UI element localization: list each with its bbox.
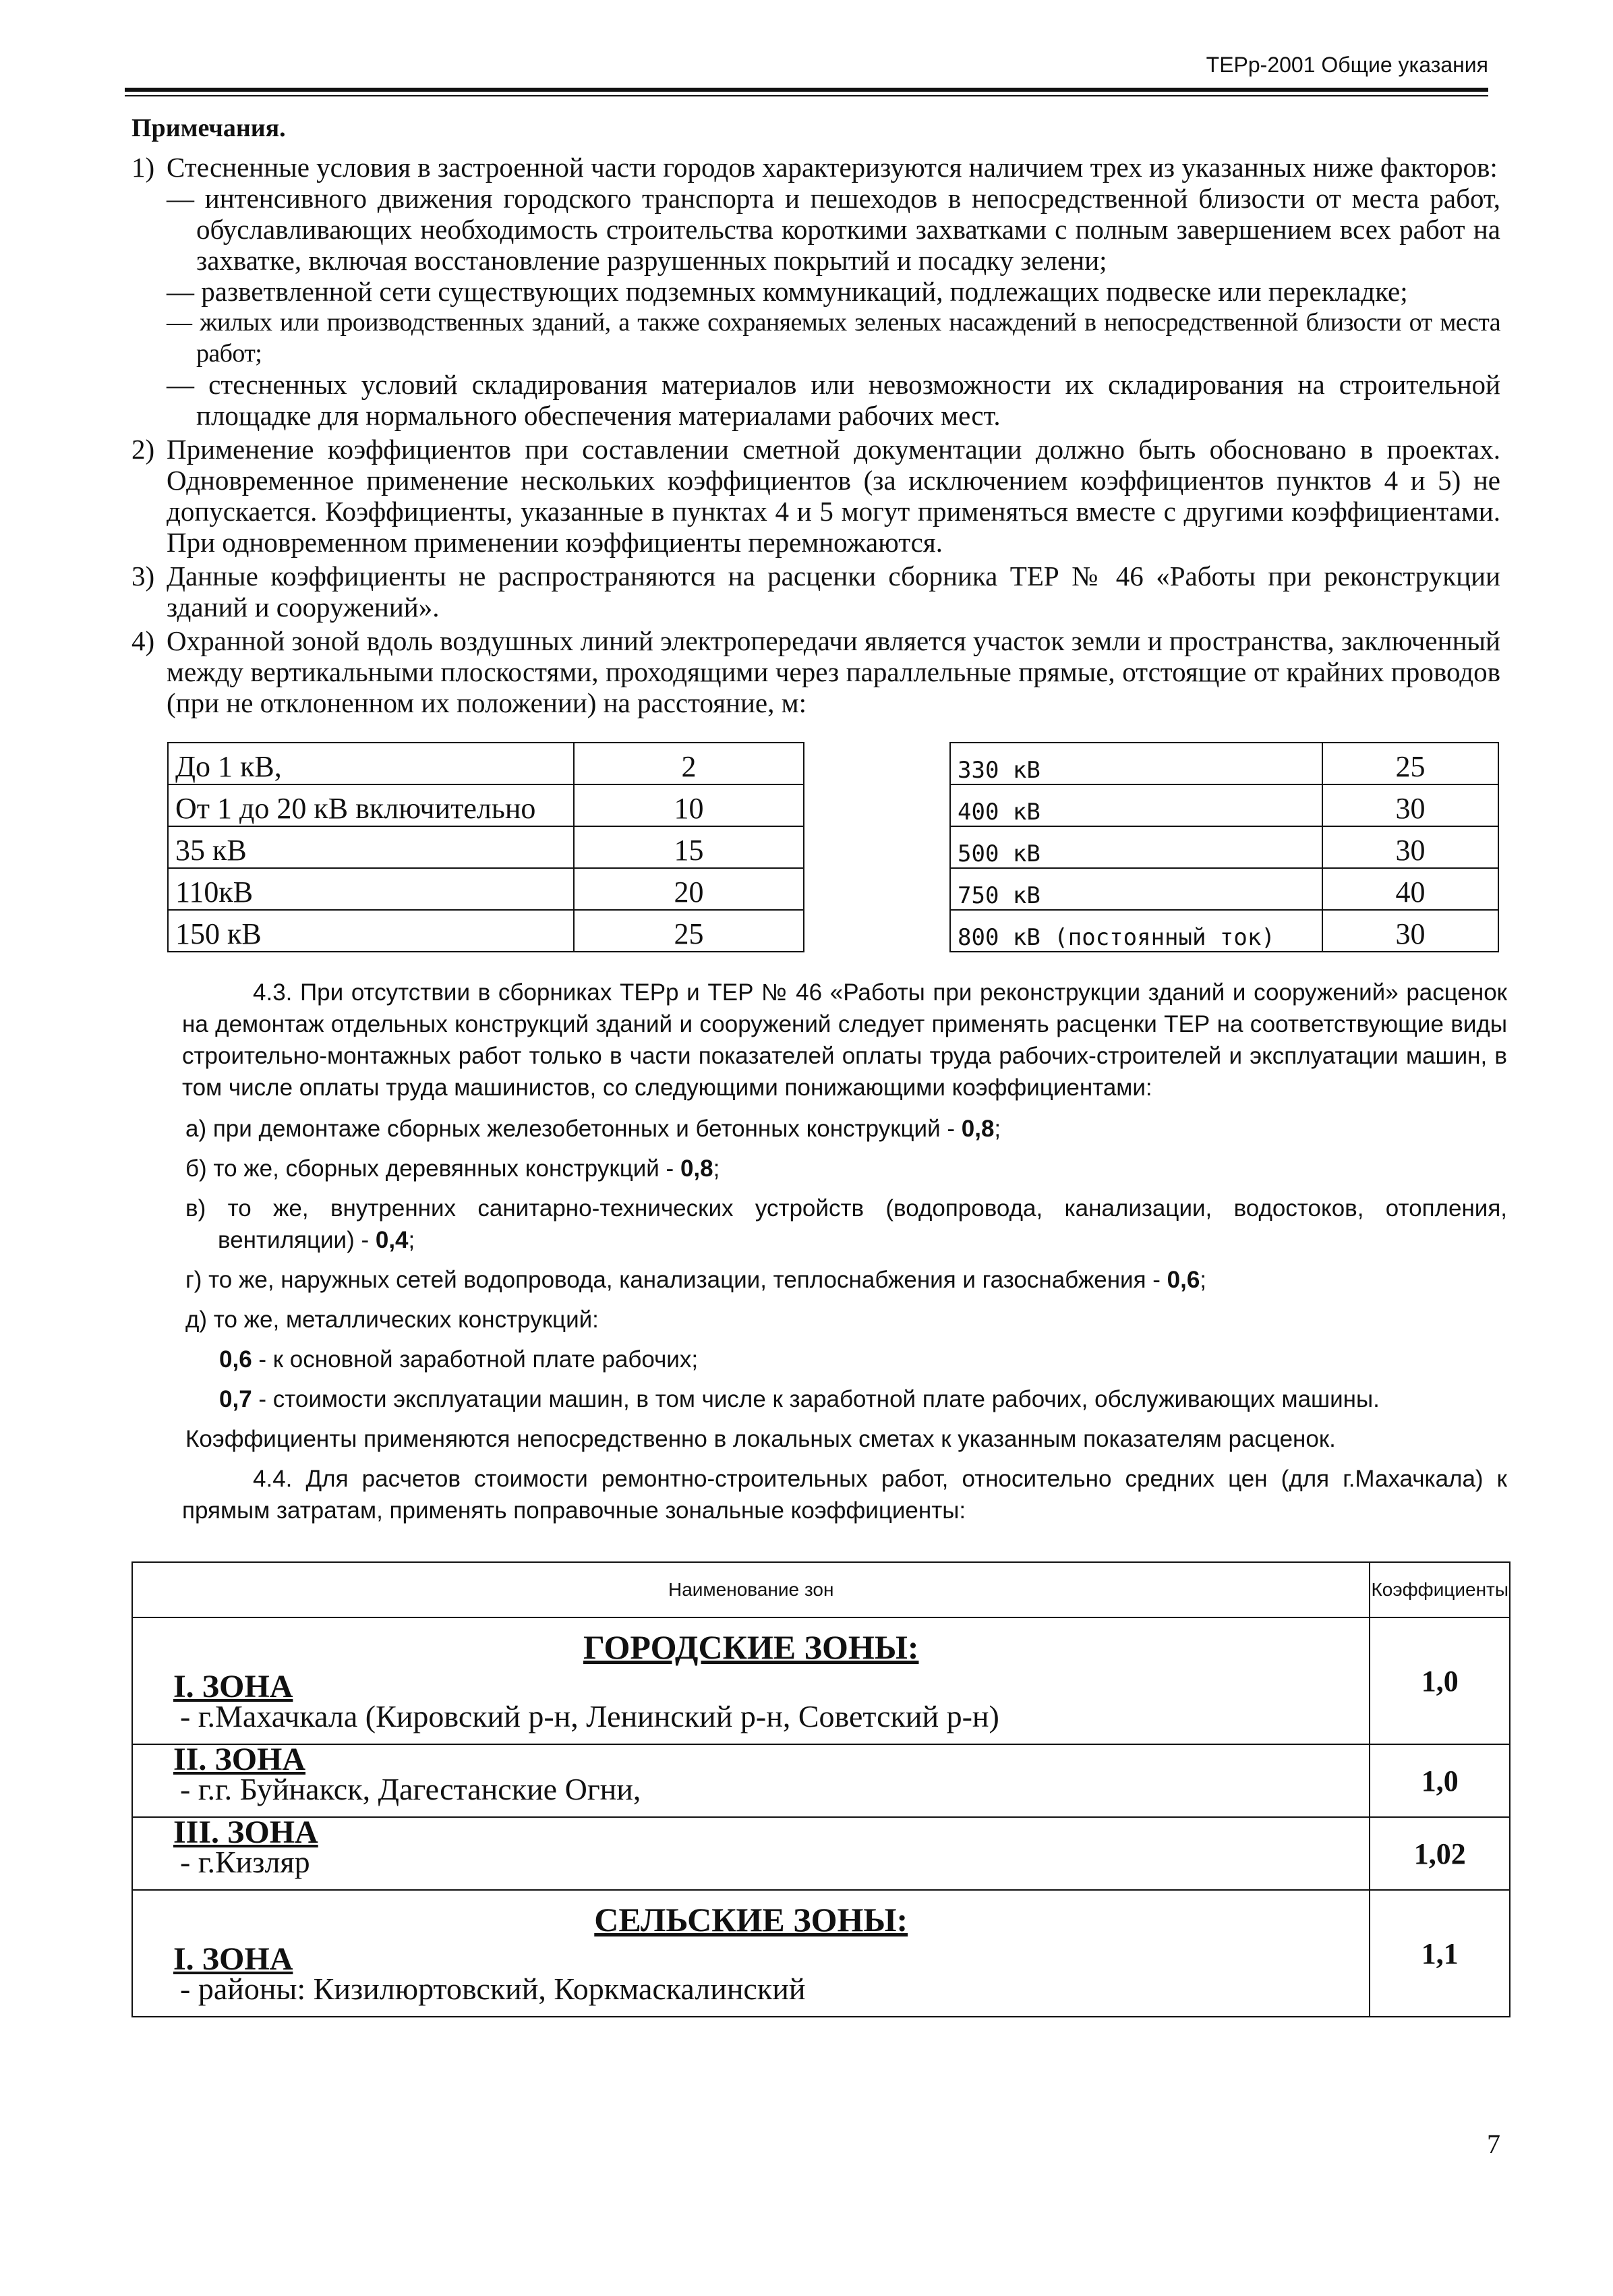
zone-cell xyxy=(132,1617,1370,1744)
voltage-cell: 750 кВ xyxy=(950,868,1322,910)
notes-heading: Примечания. xyxy=(131,114,286,142)
coefficient-item xyxy=(185,1153,1507,1184)
note-text: Данные коэффициенты не распространяются на расценки сборника ТЕР № 46 «Работы при реконструкции зданий и сооружений». xyxy=(167,561,1500,623)
table-row xyxy=(132,1744,1510,1817)
coefficient-value: 0,6 xyxy=(1167,1267,1200,1293)
voltage-cell: До 1 кВ, xyxy=(168,743,574,784)
table-row xyxy=(950,868,1498,910)
voltage-cell: 400 кВ xyxy=(950,784,1322,826)
notes-list xyxy=(131,152,1500,721)
table-row xyxy=(132,1617,1510,1744)
page-number: 7 xyxy=(1487,2129,1500,2159)
coefficient-value: 0,4 xyxy=(375,1227,409,1253)
zone-header-cell: Наименование зон xyxy=(132,1562,1370,1617)
voltage-cell: 330 кВ xyxy=(950,743,1322,784)
item-text: г) то же, наружных сетей водопровода, канализации, теплоснабжения и газоснабжения - xyxy=(185,1267,1167,1293)
zone-cell xyxy=(132,1744,1370,1817)
zone-name: I. ЗОНА xyxy=(173,1669,293,1704)
subitem-text: - стоимости эксплуатации машин, в том числе к заработной плате рабочих, обслуживающих машины. xyxy=(252,1386,1380,1412)
distance-cell: 40 xyxy=(1322,868,1498,910)
coefficient-item xyxy=(185,1113,1507,1145)
factor-item: — стесненных условий складирования материалов или невозможности их складирования на строительной площадке для нормального обеспечения материалами рабочих мест. xyxy=(167,369,1500,431)
voltage-cell: От 1 до 20 кВ включительно xyxy=(168,784,574,826)
voltage-cell: 110кВ xyxy=(168,868,574,910)
note-text: Стесненные условия в застроенной части городов характеризуются наличием трех из указанных ниже факторов: xyxy=(167,152,1498,183)
note-4 xyxy=(131,625,1500,718)
header-rule-thin xyxy=(125,95,1488,96)
note-text: Охранной зоной вдоль воздушных линий электропередачи является участок земли и пространства, заключенный между вертикальными плоскостями, проходящими через параллельные прямые, отстоящие от крайних проводов (при не отклоненном их положении) на расстояние, м: xyxy=(167,625,1500,718)
zone-name: II. ЗОНА xyxy=(173,1742,306,1777)
voltage-cell: 800 кВ (постоянный ток) xyxy=(950,910,1322,952)
coefficient-value: 0,7 xyxy=(219,1386,252,1412)
coef-header-cell: Коэффициенты xyxy=(1370,1562,1510,1617)
note-number: 4) xyxy=(131,625,155,656)
table-row xyxy=(950,784,1498,826)
zone-description: - г.г. Буйнакск, Дагестанские Огни, xyxy=(180,1772,641,1806)
coefficient-value: 0,6 xyxy=(219,1346,252,1373)
zone-name: III. ЗОНА xyxy=(173,1814,318,1850)
factor-item: — разветвленной сети существующих подземных коммуникаций, подлежащих подвеске или перекладке; xyxy=(167,276,1408,307)
coef-cell: 1,0 xyxy=(1370,1617,1510,1744)
coefficient-subitem xyxy=(185,1344,1507,1375)
table-row xyxy=(168,743,804,784)
zone-entry xyxy=(173,1941,1328,2006)
distance-cell: 30 xyxy=(1322,910,1498,952)
table-row xyxy=(132,1890,1510,2017)
table-row xyxy=(132,1817,1510,1890)
distance-cell: 15 xyxy=(574,826,804,868)
distance-cell: 20 xyxy=(574,868,804,910)
voltage-cell: 35 кВ xyxy=(168,826,574,868)
zone-cell xyxy=(132,1890,1370,2017)
note-2 xyxy=(131,434,1500,558)
item-text: д) то же, металлических конструкций: xyxy=(185,1307,599,1333)
section-4-4-intro: 4.4. Для расчетов стоимости ремонтно-строительных работ, относительно средних цен (для г.Махачкала) к прямым затратам, применять поправочные зональные коэффициенты: xyxy=(182,1466,1507,1524)
coefficient-item xyxy=(185,1304,1507,1336)
item-end: ; xyxy=(994,1116,1001,1142)
header-title: ТЕРр-2001 Общие указания xyxy=(1206,53,1488,77)
table-row xyxy=(950,743,1498,784)
rural-zones-title: СЕЛЬСКИЕ ЗОНЫ: xyxy=(594,1901,908,1939)
note-text: Применение коэффициентов при составлении сметной документации должно быть обосновано в проектах. Одновременное применение нескольких коэффициентов (за исключением коэффициентов пунктов 4 и 5) не допускается. Коэффициенты, указанные в пунктах 4 и 5 могут применяться вместе с другими коэффициентами. При одновременном применении коэффициенты перемножаются. xyxy=(167,434,1500,558)
factor-item: — жилых или производственных зданий, а также сохраняемых зеленых насаждений в непосредственной близости от места работ; xyxy=(167,308,1500,368)
item-text: в) то же, внутренних санитарно-технических устройств (водопровода, канализации, водостоков, отопления, вентиляции) - xyxy=(185,1195,1507,1253)
distance-cell: 2 xyxy=(574,743,804,784)
distance-cell: 30 xyxy=(1322,826,1498,868)
section-4-3-closing: Коэффициенты применяются непосредственно в локальных сметах к указанным показателям расценок. xyxy=(185,1426,1336,1452)
section-4-3 xyxy=(182,977,1507,1536)
page-header xyxy=(125,53,1488,100)
distance-cell: 10 xyxy=(574,784,804,826)
section-4-3-intro: 4.3. При отсутствии в сборниках ТЕРр и ТЕР № 46 «Работы при реконструкции зданий и сооружений» расценок на демонтаж отдельных конструкций зданий и сооружений следует применять расценки ТЕР на соответствующие виды строительно-монтажных работ только в части показателей оплаты труда рабочих-строителей и эксплуатации машин, в том числе оплаты труда машинистов, со следующими понижающими коэффициентами: xyxy=(182,979,1507,1101)
zone-entry xyxy=(173,1814,1328,1879)
factor-item: — интенсивного движения городского транспорта и пешеходов в непосредственной близости от места работ, обуславливающих необходимость строительства короткими захватками с полным завершением всех работ на захватке, включая восстановление разрушенных покрытий и посадку зелени; xyxy=(167,183,1500,276)
zones-table xyxy=(131,1561,1511,2017)
item-end: ; xyxy=(713,1155,720,1182)
note-3 xyxy=(131,561,1500,623)
coef-cell: 1,1 xyxy=(1370,1890,1510,2017)
item-end: ; xyxy=(1200,1267,1207,1293)
coef-cell: 1,02 xyxy=(1370,1817,1510,1890)
table-row xyxy=(168,910,804,952)
coefficient-subitem xyxy=(185,1383,1507,1415)
distance-table-right xyxy=(949,742,1499,952)
table-row xyxy=(168,826,804,868)
city-zones-title: ГОРОДСКИЕ ЗОНЫ: xyxy=(583,1628,919,1666)
coefficient-item xyxy=(185,1264,1507,1296)
subitem-text: - к основной заработной плате рабочих; xyxy=(252,1346,699,1373)
note-1 xyxy=(131,152,1500,431)
table-row xyxy=(168,784,804,826)
voltage-cell: 500 кВ xyxy=(950,826,1322,868)
table-row xyxy=(950,910,1498,952)
item-text: а) при демонтаже сборных железобетонных и бетонных конструкций - xyxy=(185,1116,962,1142)
coefficient-item xyxy=(185,1193,1507,1256)
note-number: 1) xyxy=(131,152,155,183)
zone-description: - г.Кизляр xyxy=(180,1845,310,1879)
voltage-cell: 150 кВ xyxy=(168,910,574,952)
coefficient-value: 0,8 xyxy=(961,1116,995,1142)
coef-cell: 1,0 xyxy=(1370,1744,1510,1817)
zone-entry xyxy=(173,1742,1328,1806)
zone-name: I. ЗОНА xyxy=(173,1941,293,1977)
coefficient-value: 0,8 xyxy=(680,1155,713,1182)
distance-cell: 25 xyxy=(1322,743,1498,784)
zone-description: - районы: Кизилюртовский, Коркмаскалинский xyxy=(180,1972,806,2006)
distance-cell: 25 xyxy=(574,910,804,952)
note-number: 3) xyxy=(131,561,155,592)
zone-description: - г.Махачкала (Кировский р-н, Ленинский р-н, Советский р-н) xyxy=(180,1699,999,1733)
zone-cell xyxy=(132,1814,1370,1890)
distance-cell: 30 xyxy=(1322,784,1498,826)
item-text: б) то же, сборных деревянных конструкций - xyxy=(185,1155,680,1182)
table-row xyxy=(950,826,1498,868)
distance-table-left xyxy=(167,742,804,952)
table-row xyxy=(168,868,804,910)
header-rule-thick xyxy=(125,88,1488,92)
note-number: 2) xyxy=(131,434,155,465)
table-header-row xyxy=(132,1562,1510,1617)
zone-entry xyxy=(173,1669,1328,1733)
item-end: ; xyxy=(408,1227,415,1253)
